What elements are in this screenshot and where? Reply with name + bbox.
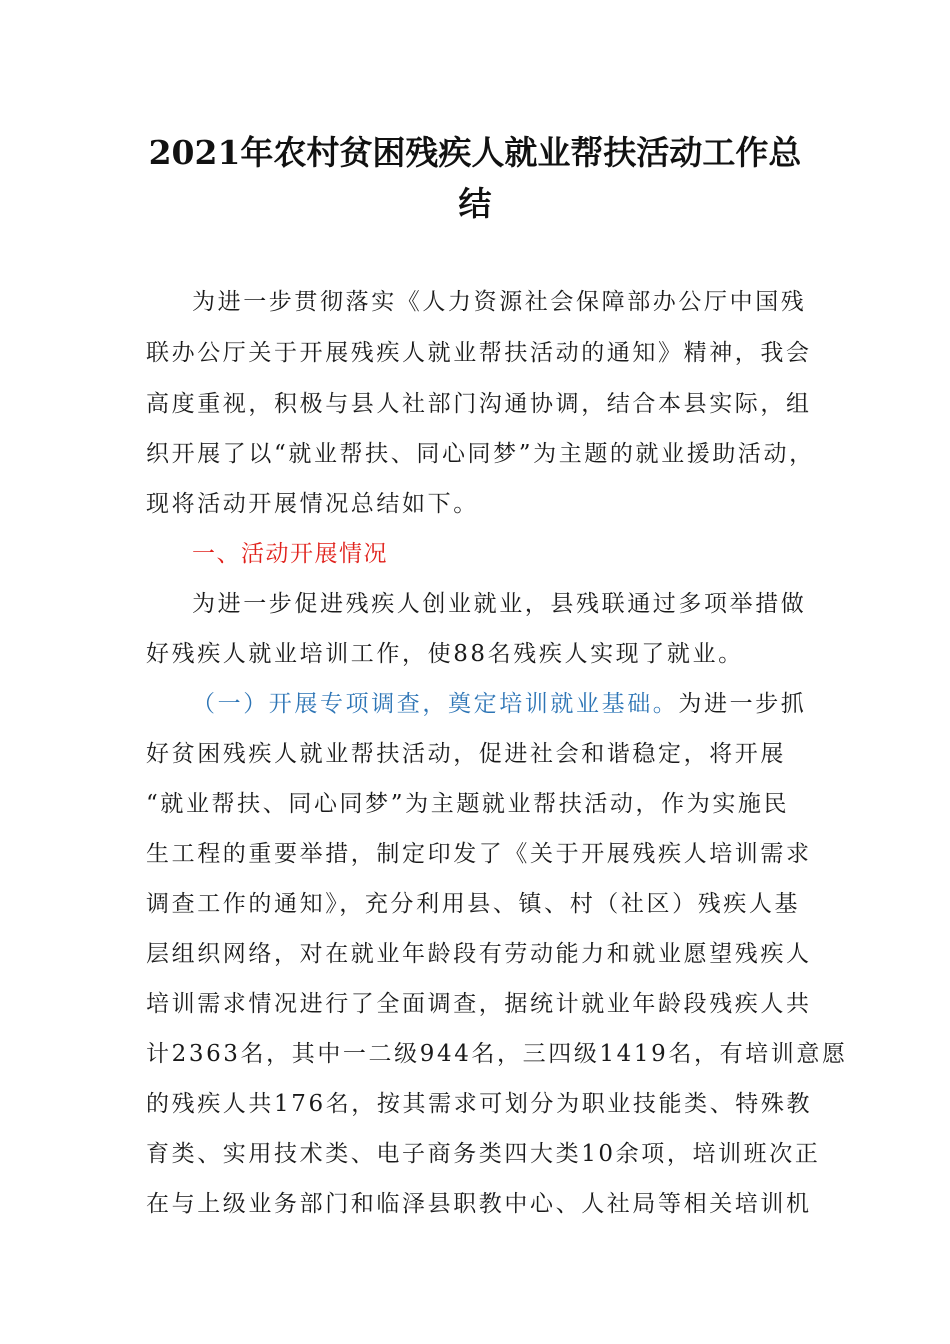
subsection-first-line bbox=[192, 689, 882, 719]
subsection-heading: （一）开展专项调查，奠定培训就业基础。 bbox=[192, 691, 679, 717]
section-paragraph-line: 为进一步促进残疾人创业就业，县残联通过多项举措做 bbox=[192, 591, 807, 617]
subsection-paragraph-line: 育类、实用技术类、电子商务类四大类10余项，培训班次正 bbox=[146, 1141, 821, 1167]
subsection-paragraph-line: 调查工作的通知》，充分利用县、镇、村（社区）残疾人基 bbox=[146, 891, 801, 917]
subsection-paragraph-line: 生工程的重要举措，制定印发了《关于开展残疾人培训需求 bbox=[146, 841, 812, 867]
section-paragraph-line: 好残疾人就业培训工作，使88名残疾人实现了就业。 bbox=[146, 641, 744, 667]
document-title-continued: 结 bbox=[458, 184, 492, 223]
intro-paragraph-line: 联办公厅关于开展残疾人就业帮扶活动的通知》精神，我会 bbox=[146, 340, 812, 366]
subsection-paragraph-line: 培训需求情况进行了全面调查，据统计就业年龄段残疾人共 bbox=[146, 991, 812, 1017]
subsection-paragraph-line: “就业帮扶、同心同梦”为主题就业帮扶活动，作为实施民 bbox=[146, 791, 790, 817]
subsection-paragraph-line: 好贫困残疾人就业帮扶活动，促进社会和谐稳定，将开展 bbox=[146, 741, 786, 767]
section-heading: 一、活动开展情况 bbox=[192, 541, 388, 567]
subsection-text: 为进一步抓 bbox=[678, 691, 807, 717]
intro-paragraph-line: 现将活动开展情况总结如下。 bbox=[146, 491, 479, 517]
subsection-paragraph-line: 计2363名，其中一二级944名，三四级1419名，有培训意愿 bbox=[146, 1041, 848, 1067]
intro-paragraph-line: 织开展了以“就业帮扶、同心同梦”为主题的就业援助活动， bbox=[146, 441, 815, 467]
intro-paragraph-line: 高度重视，积极与县人社部门沟通协调，结合本县实际，组 bbox=[146, 391, 812, 417]
intro-paragraph-line: 为进一步贯彻落实《人力资源社会保障部办公厅中国残 bbox=[192, 289, 807, 315]
subsection-paragraph-line: 在与上级业务部门和临泽县职教中心、人社局等相关培训机 bbox=[146, 1191, 812, 1217]
document-title: 2021年农村贫困残疾人就业帮扶活动工作总 bbox=[148, 133, 802, 172]
subsection-paragraph-line: 层组织网络，对在就业年龄段有劳动能力和就业愿望残疾人 bbox=[146, 941, 812, 967]
subsection-paragraph-line: 的残疾人共176名，按其需求可划分为职业技能类、特殊教 bbox=[146, 1091, 813, 1117]
